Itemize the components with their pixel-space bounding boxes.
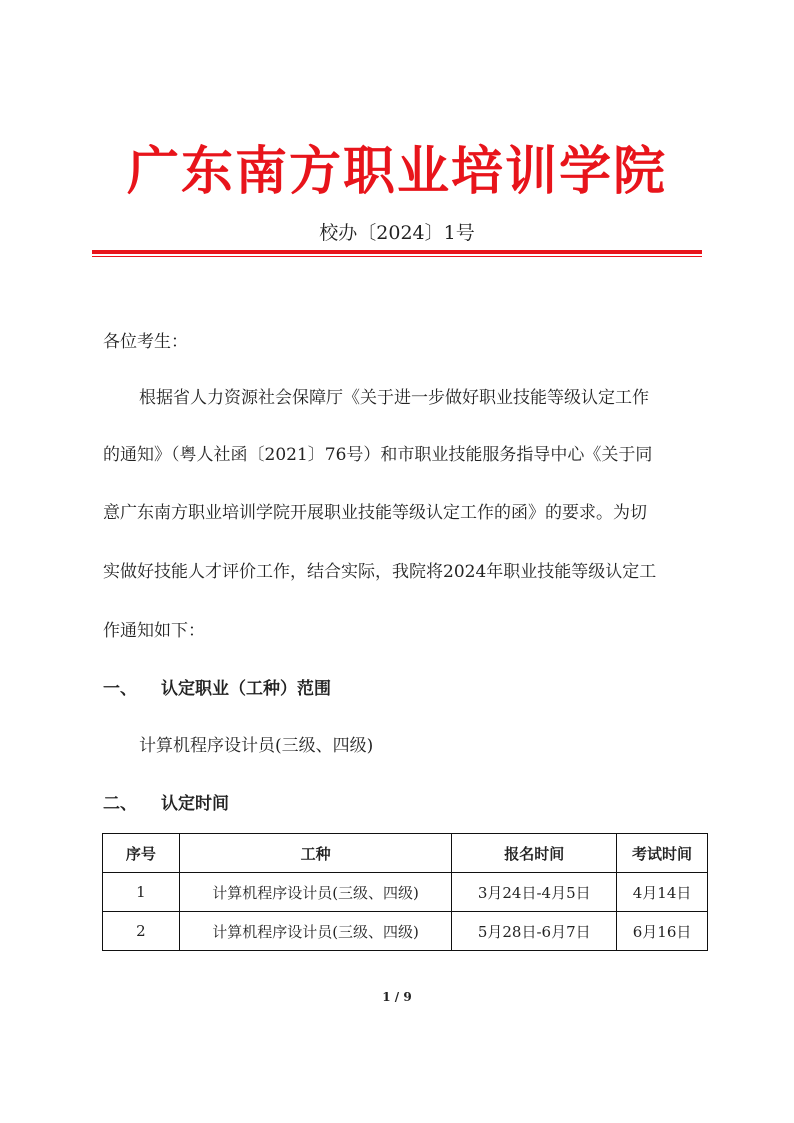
header-seq: 序号: [103, 834, 180, 873]
cell-job-type: 计算机程序设计员(三级、四级): [179, 912, 452, 951]
section-1-title: 认定职业（工种）范围: [161, 679, 331, 699]
organization-title: 广东南方职业培训学院: [126, 141, 667, 202]
header-job-type: 工种: [179, 834, 452, 873]
cell-job-type: 计算机程序设计员(三级、四级): [179, 873, 452, 912]
cell-seq: 1: [103, 873, 180, 912]
paragraph-line-5: 作通知如下：: [103, 621, 205, 641]
document-number: 校办〔2024〕1号: [319, 222, 475, 244]
section-2-heading: [103, 791, 503, 817]
schedule-table: [102, 833, 708, 951]
paragraph-line-2: 的通知》（粤人社函〔2021〕76号）和市职业技能服务指导中心《关于同: [103, 445, 653, 465]
section-1-heading: [103, 676, 503, 702]
paragraph-line-3: 意广东南方职业培训学院开展职业技能等级认定工作的函》的要求。为切: [103, 503, 647, 523]
page-number: 1 / 9: [382, 990, 412, 1004]
table-row: [103, 873, 708, 912]
cell-seq: 2: [103, 912, 180, 951]
section-2-number: 二、: [103, 794, 137, 814]
paragraph-line-4: 实做好技能人才评价工作，结合实际，我院将2024年职业技能等级认定工: [103, 562, 657, 582]
cell-exam-date: 4月14日: [617, 873, 708, 912]
paragraph-line-1: 根据省人力资源社会保障厅《关于进一步做好职业技能等级认定工作: [139, 388, 649, 408]
section-1-content: 计算机程序设计员(三级、四级): [139, 736, 374, 756]
section-1-number: 一、: [103, 679, 137, 699]
table-row: [103, 912, 708, 951]
cell-registration-period: 5月28日-6月7日: [452, 912, 617, 951]
header-registration-period: 报名时间: [452, 834, 617, 873]
header-red-rule-thin: [92, 256, 702, 257]
cell-registration-period: 3月24日-4月5日: [452, 873, 617, 912]
header-exam-date: 考试时间: [617, 834, 708, 873]
section-2-title: 认定时间: [161, 794, 229, 814]
header-red-rule-thick: [92, 250, 702, 254]
table-header-row: [103, 834, 708, 873]
cell-exam-date: 6月16日: [617, 912, 708, 951]
salutation: 各位考生：: [103, 332, 188, 352]
